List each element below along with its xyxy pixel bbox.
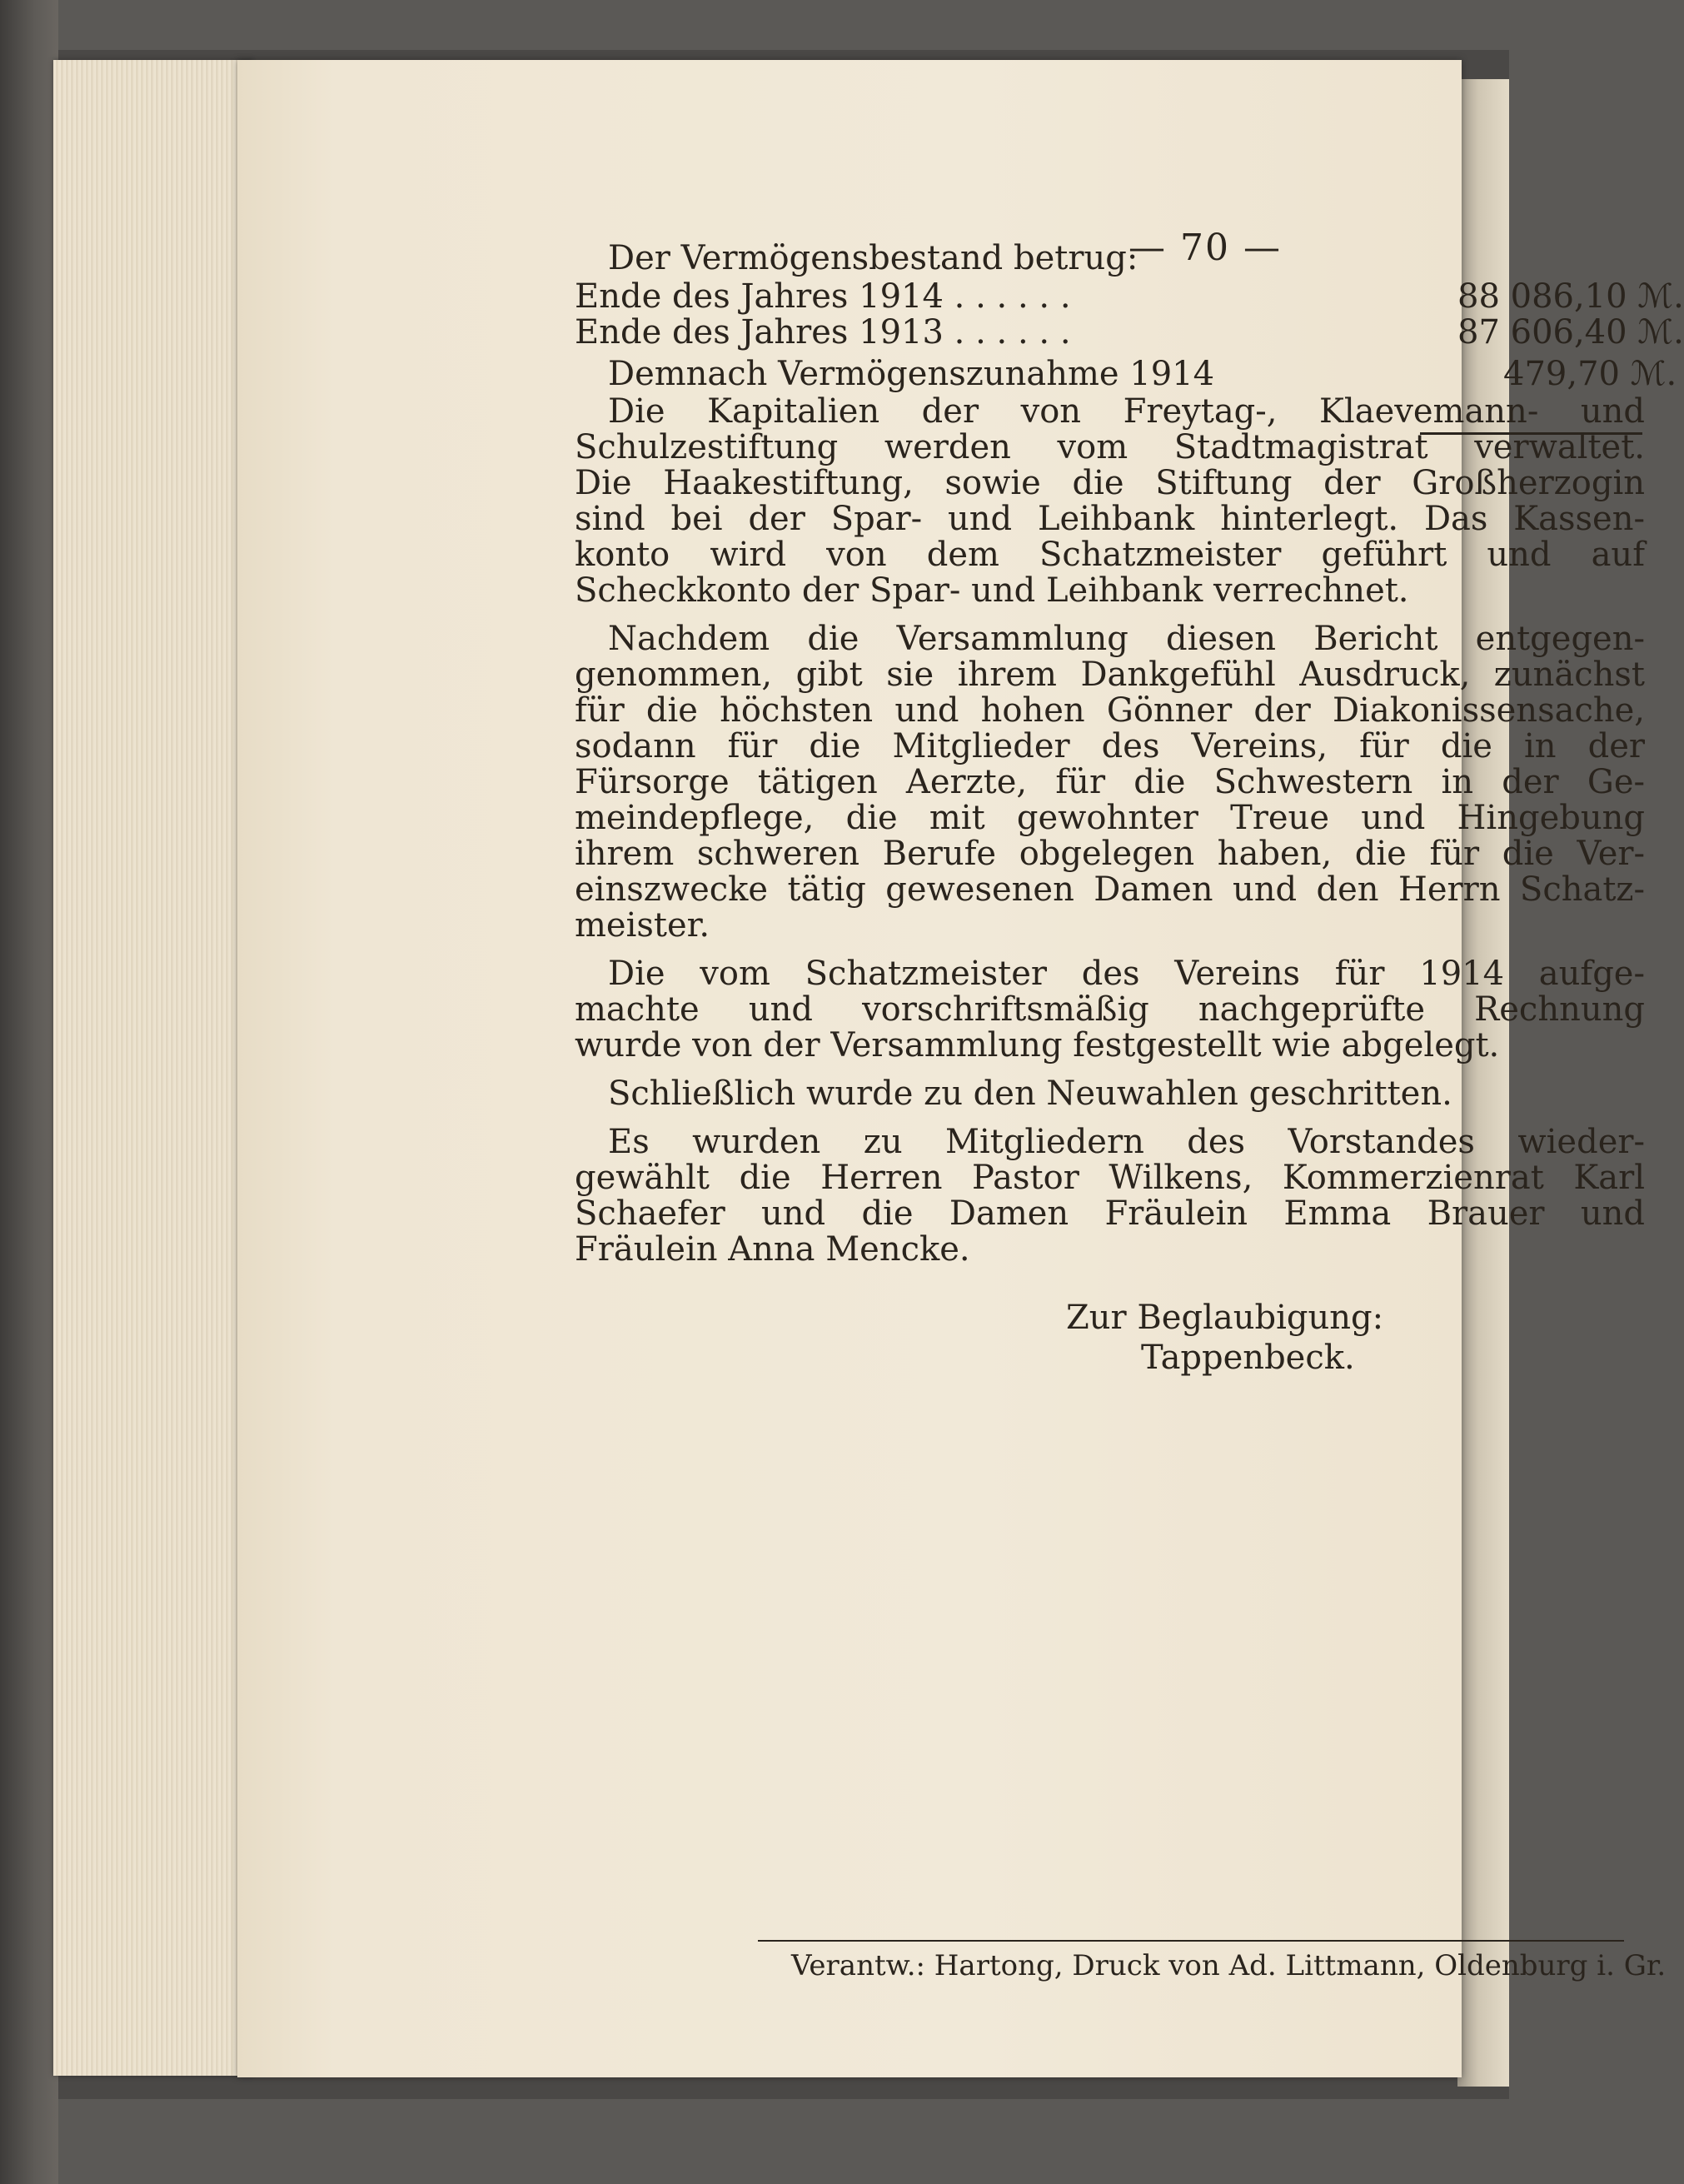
- paragraph-5-line: Fräulein Anna Mencke.: [575, 1230, 970, 1269]
- paragraph-2-line: ihrem schweren Berufe obgelegen haben, die für die Ver-: [575, 835, 1645, 873]
- paragraph-2-line: meindepflege, die mit gewohnter Treue und Hingebung: [575, 799, 1645, 837]
- paragraph-1-line: Scheckkonto der Spar- und Leihbank verrechnet.: [575, 571, 1409, 610]
- balance-row-1913-amount: 87 606,40 ℳ.: [1457, 313, 1684, 352]
- signature-name: Tappenbeck.: [1141, 1339, 1355, 1377]
- paragraph-5-line: gewählt die Herren Pastor Wilkens, Kommerzienrat Karl: [575, 1159, 1645, 1197]
- facing-page-edge: [1457, 79, 1509, 2087]
- paragraph-5-line: Schaefer und die Damen Fräulein Emma Brauer und: [575, 1194, 1645, 1233]
- balance-row-1913-label: Ende des Jahres 1913 . . . . . .: [575, 313, 1071, 352]
- page-content: [237, 60, 1684, 2077]
- paragraph-2-line: für die höchsten und hohen Gönner der Diakonissensache,: [575, 691, 1645, 730]
- paragraph-1-line: sind bei der Spar- und Leihbank hinterlegt. Das Kassen-: [575, 500, 1645, 538]
- paragraph-4-line: Schließlich wurde zu den Neuwahlen geschritten.: [608, 1075, 1452, 1113]
- paragraph-3-line: wurde von der Versammlung festgestellt wie abgelegt.: [575, 1026, 1500, 1065]
- paragraph-3-line: machte und vorschriftsmäßig nachgeprüfte Rechnung: [575, 990, 1645, 1029]
- paragraph-2-line: Nachdem die Versammlung diesen Bericht entgegen-: [608, 620, 1645, 658]
- balance-row-1914-label: Ende des Jahres 1914 . . . . . .: [575, 277, 1071, 316]
- book-page: [237, 60, 1684, 2077]
- paragraph-3-line: Die vom Schatzmeister des Vereins für 1914 aufge-: [608, 955, 1645, 993]
- footer-rule: [758, 1940, 1624, 1942]
- paragraph-2-line: Fürsorge tätigen Aerzte, für die Schwestern in der Ge-: [575, 763, 1645, 801]
- paragraph-2-line: einszwecke tätig gewesenen Damen und den Herrn Schatz-: [575, 870, 1645, 909]
- paragraph-2-line: meister.: [575, 906, 710, 945]
- paragraph-5-line: Es wurden zu Mitgliedern des Vorstandes wieder-: [608, 1123, 1645, 1161]
- paragraph-1-line: Die Kapitalien der von Freytag-, Klaevemann- und: [608, 392, 1645, 431]
- paragraph-1-line: konto wird von dem Schatzmeister geführt und auf: [575, 536, 1645, 574]
- paragraph-1-line: Die Haakestiftung, sowie die Stiftung der Großherzogin: [575, 464, 1645, 502]
- balance-row-1914-amount: 88 086,10 ℳ.: [1457, 277, 1684, 316]
- signature-attestation: Zur Beglaubigung:: [1066, 1299, 1384, 1337]
- increase-label: Demnach Vermögenszunahme 1914: [608, 355, 1215, 393]
- balance-heading: Der Vermögensbestand betrug:: [608, 239, 1138, 277]
- page-stack-edges: [53, 60, 253, 2076]
- imprint-footer: Verantw.: Hartong, Druck von Ad. Littmann, Oldenburg i. Gr.: [791, 1949, 1667, 1982]
- paragraph-1-line: Schulzestiftung werden vom Stadtmagistrat verwaltet.: [575, 428, 1645, 466]
- book-spine-edge: [0, 0, 58, 2184]
- paragraph-2-line: genommen, gibt sie ihrem Dankgefühl Ausdruck, zunächst: [575, 656, 1645, 694]
- paragraph-2-line: sodann für die Mitglieder des Vereins, für die in der: [575, 727, 1645, 765]
- increase-amount: 479,70 ℳ.: [1503, 355, 1677, 393]
- page-number: — 70 —: [1128, 227, 1282, 269]
